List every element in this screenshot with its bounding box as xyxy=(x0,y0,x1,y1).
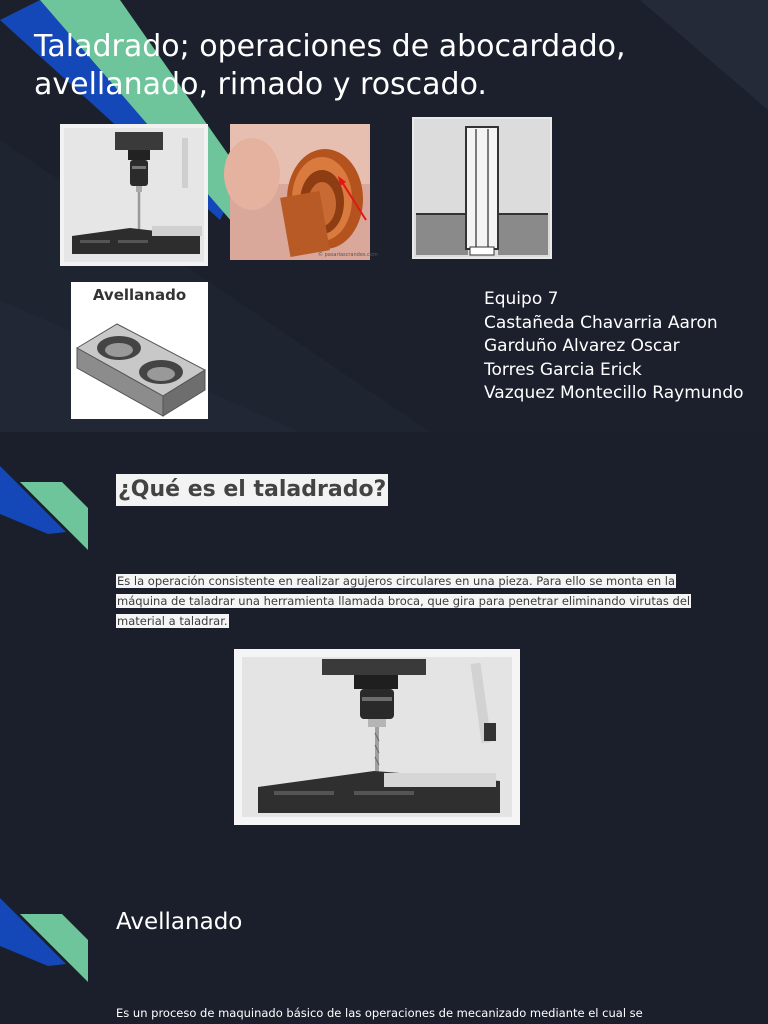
title-slide xyxy=(0,0,768,432)
section-heading-taladrado: ¿Qué es el taladrado? xyxy=(116,474,388,506)
team-member: Castañeda Chavarria Aaron xyxy=(484,312,718,333)
avellanado-block-image xyxy=(71,282,208,419)
section-heading-avellanado: Avellanado xyxy=(116,909,243,935)
drill-press-closeup-image xyxy=(234,649,520,825)
slide-title: Taladrado; operaciones de abocardado, avellanado, rimado y roscado. xyxy=(34,29,626,102)
team-member: Torres Garcia Erick xyxy=(484,359,642,380)
avellanado-paragraph: Es un proceso de maquinado básico de las operaciones de mecanizado mediante el cual se xyxy=(116,1006,643,1020)
countersunk-block-illustration xyxy=(71,306,208,419)
reaming-diagram xyxy=(412,117,552,259)
team-member: Vazquez Montecillo Raymundo xyxy=(484,383,744,403)
copper-countersink-image xyxy=(230,124,378,260)
copper-countersink-illustration xyxy=(230,124,378,260)
team-member: Garduño Alvarez Oscar xyxy=(484,336,680,356)
reaming-diagram-image xyxy=(412,117,552,259)
image-watermark: © pasarlascrandes.com xyxy=(318,252,378,258)
drill-press-illustration xyxy=(60,124,208,266)
team-name: Equipo 7 xyxy=(484,289,559,309)
drill-press-closeup-illustration xyxy=(234,649,520,825)
team-members-list xyxy=(484,288,744,406)
paragraph-text: Es la operación consistente en realizar agujeros circulares en una pieza. Para ello se monta en la máquina de taladrar una herramienta llamada broca, que gira para penetrar eliminando virutas del material a taladrar. xyxy=(117,574,691,628)
image-label: Avellanado xyxy=(92,286,187,304)
taladrado-paragraph xyxy=(116,571,696,631)
drill-press-image xyxy=(60,124,208,266)
